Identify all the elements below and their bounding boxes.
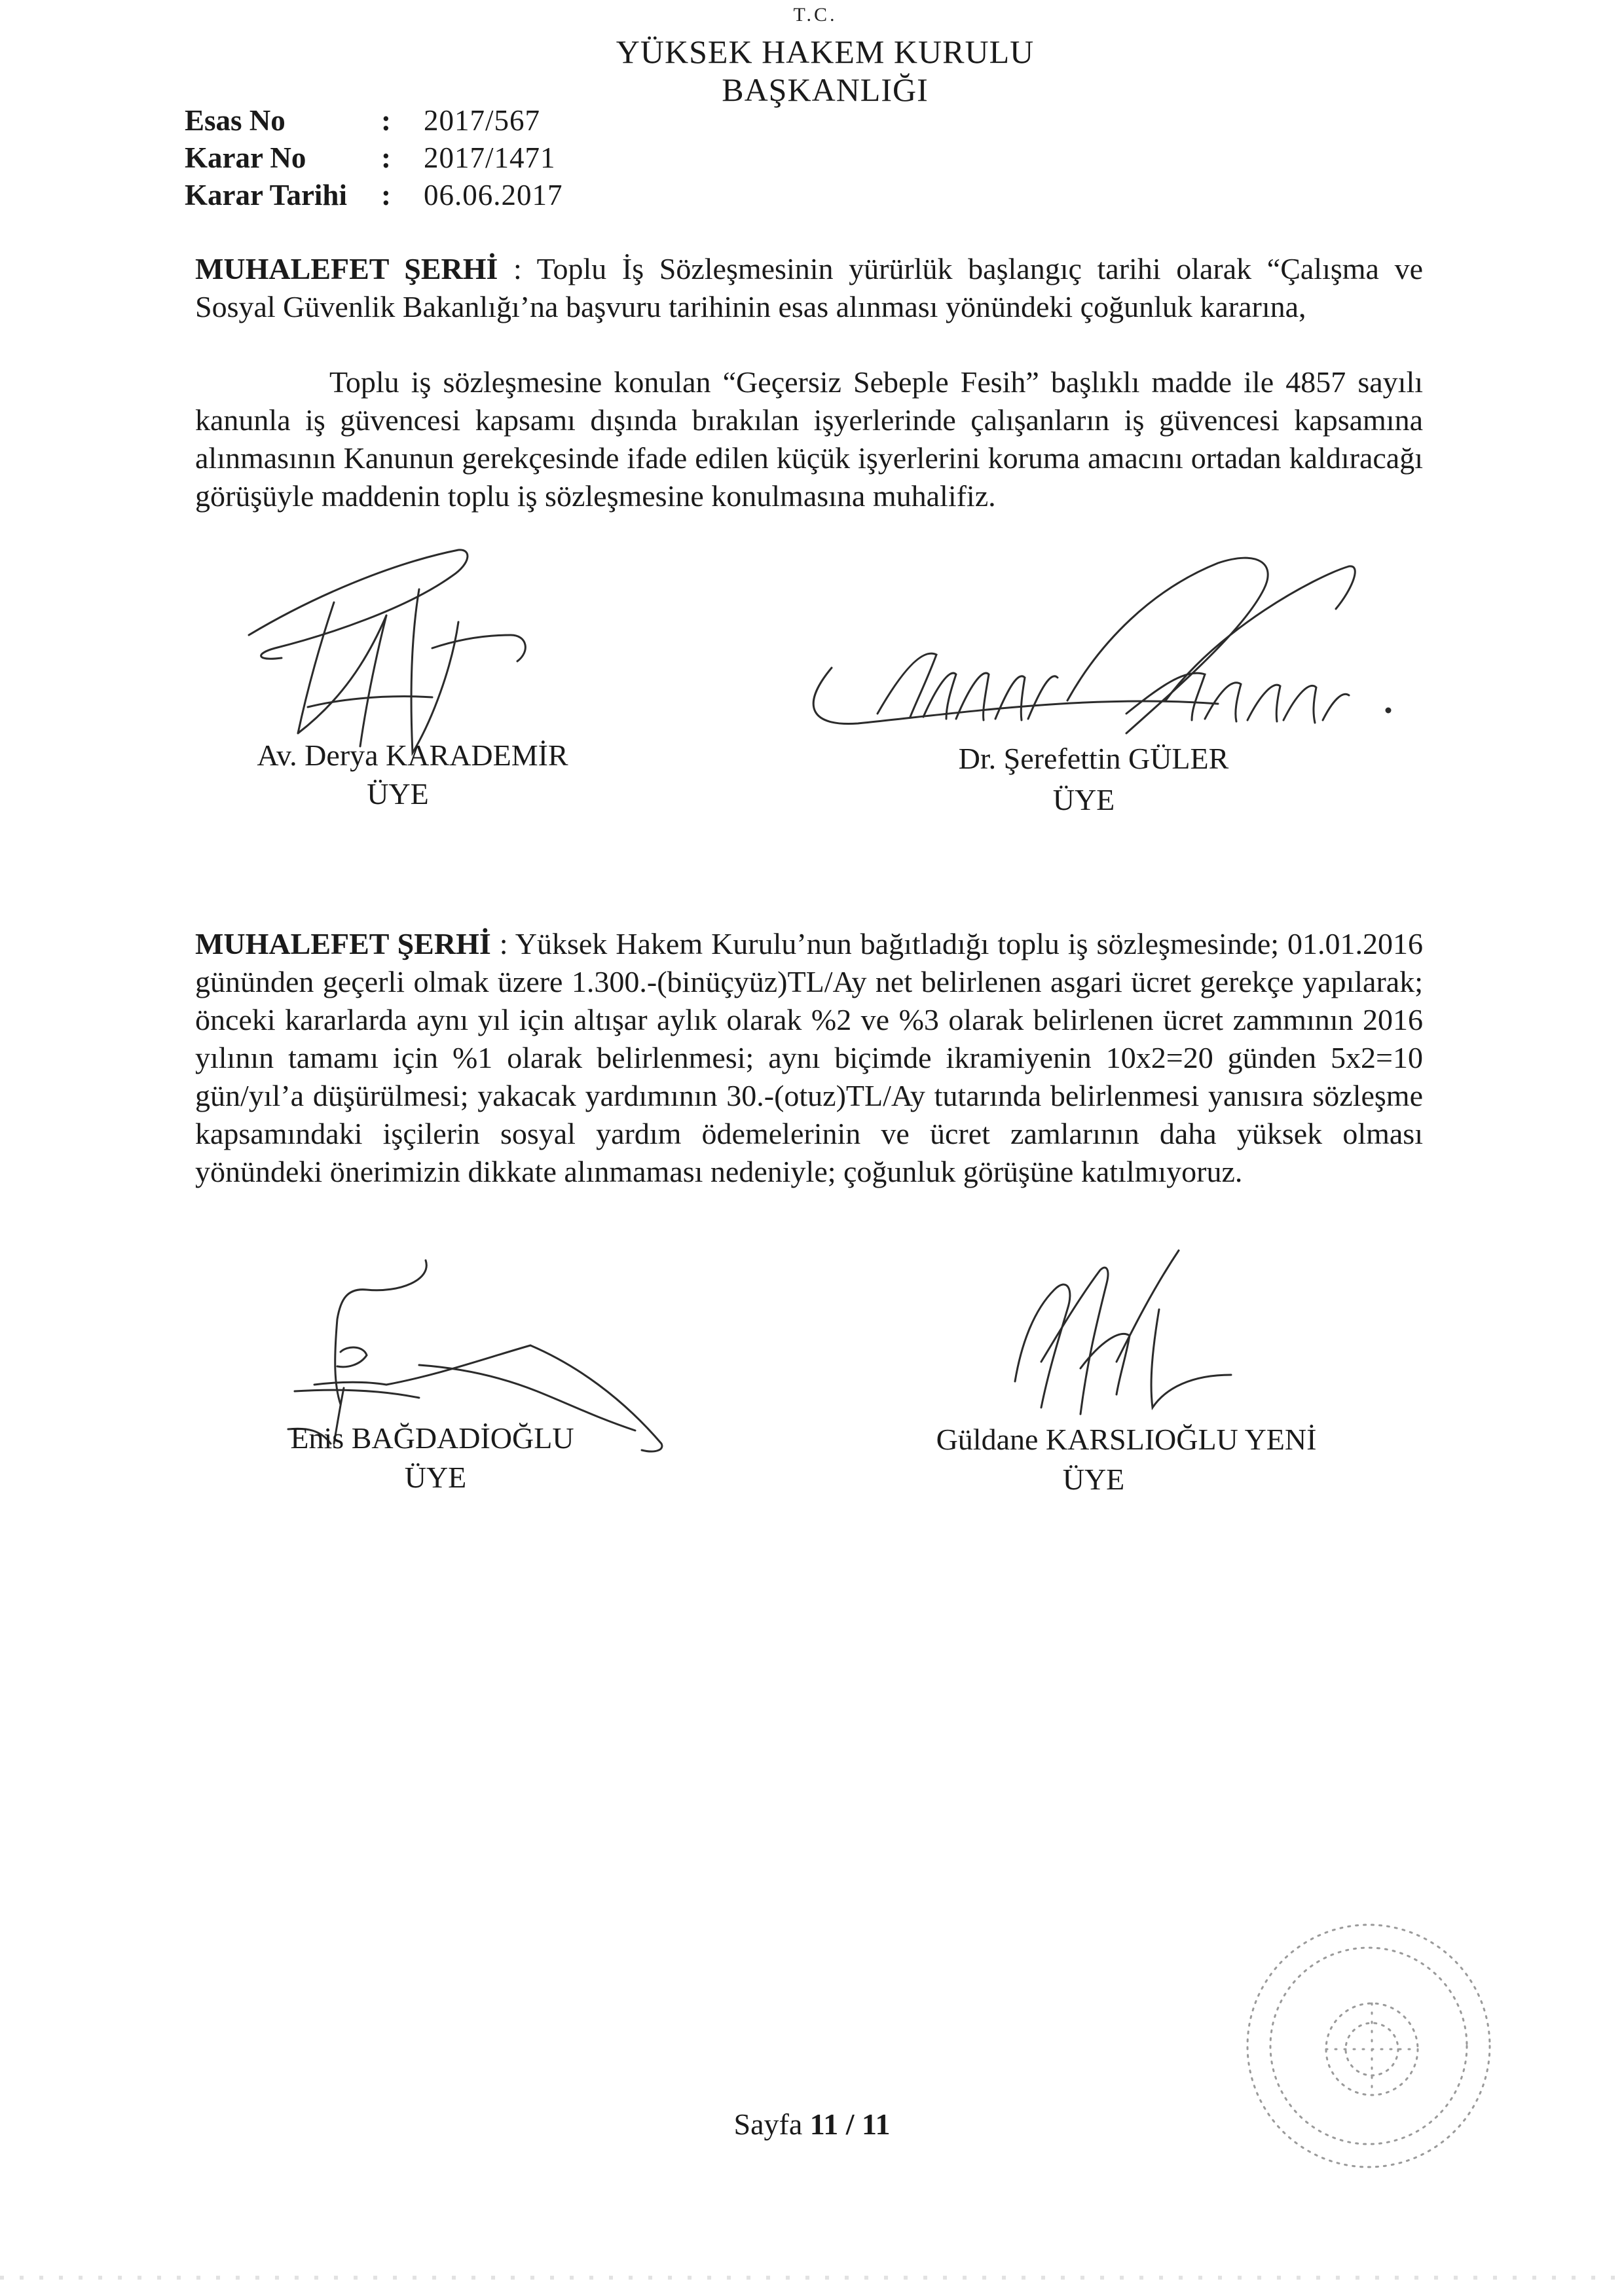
page-number bbox=[688, 2107, 936, 2141]
dissent-1-paragraph-2: Toplu iş sözleşmesine konulan “Geçersiz Sebeple Fesih” başlıklı madde ile 4857 sayılı kanunla iş güvencesi kapsamı dışında bırakılan işyerlerinde çalışanların iş güvencesi kapsamına alınmasının Kanunun gerekçesinde ifade edilen küçük işyerlerini koruma amacını ortadan kaldıracağı görüşüyle maddenin toplu iş sözleşmesine konulmasına muhalifiz. bbox=[195, 365, 1423, 513]
signatory-name: Av. Derya KARADEMİR bbox=[257, 738, 568, 772]
meta-label: Esas No bbox=[185, 104, 286, 137]
signatory-name: Dr. Şerefettin GÜLER bbox=[958, 742, 1229, 775]
meta-separator: : bbox=[381, 141, 391, 174]
signatory-role: ÜYE bbox=[404, 1461, 467, 1494]
tc-mark: T.C. bbox=[793, 4, 838, 26]
dissent-2 bbox=[195, 925, 1423, 1191]
page-prefix: Sayfa bbox=[733, 2107, 810, 2141]
case-meta bbox=[185, 102, 563, 214]
dissent-heading: MUHALEFET ŞERHİ bbox=[195, 927, 491, 960]
institution-subtitle: BAŞKANLIĞI bbox=[722, 71, 929, 108]
signatory-name: Güldane KARSLIOĞLU YENİ bbox=[936, 1423, 1317, 1456]
signatory-role: ÜYE bbox=[1062, 1463, 1125, 1496]
page-count: 11 / 11 bbox=[809, 2107, 891, 2141]
signature-serefettin-icon bbox=[760, 537, 1447, 773]
dissent-text: : Toplu İş Sözleşmesinin yürürlük başlangıç tarihi olarak “Çalışma ve Sosyal Güvenlik Bakanlığı’na başvuru tarihinin esas alınması yönündeki çoğunluk kararına, bbox=[195, 252, 1423, 323]
official-seal-icon bbox=[1225, 1912, 1513, 2187]
meta-separator: : bbox=[381, 179, 391, 211]
signatory-role: ÜYE bbox=[367, 777, 429, 811]
dissent-1 bbox=[195, 250, 1423, 326]
meta-row-karar-tarihi bbox=[185, 177, 563, 214]
meta-row-karar-no bbox=[185, 139, 563, 177]
meta-label: Karar Tarihi bbox=[185, 179, 347, 211]
signature-derya-icon bbox=[236, 537, 602, 773]
meta-row-esas bbox=[185, 102, 563, 139]
institution-name: YÜKSEK HAKEM KURULU bbox=[616, 33, 1035, 70]
dissent-text: : Yüksek Hakem Kurulu’nun bağıtladığı toplu iş sözleşmesinde; 01.01.2016 gününden geçerli olmak üzere 1.300.-(binüçyüz)TL/Ay net belirlenen asgari ücret gerekçe yapılarak; önceki kararlarda aynı yıl için altışar aylık olarak %2 ve %3 olarak belirlenen ücret zammının 2016 yılının tamamı için %1 olarak belirlenmesi; aynı biçimde ikramiyenin 10x2=20 günden 5x2=10 gün/yıl’a düşürülmesi; yakacak yardımının 30.-(otuz)TL/Ay tutarında belirlenmesi yanısıra sözleşme kapsamındaki işçilerin sosyal yardım ödemelerinin ve ücret zamlarının daha yüksek olması yönündeki önerimizin dikkate alınmaması nedeniyle; çoğunluk görüşüne katılmıyoruz. bbox=[195, 927, 1423, 1188]
signatory-role: ÜYE bbox=[1052, 783, 1115, 816]
meta-value: 06.06.2017 bbox=[424, 179, 563, 211]
signature-guldane-icon bbox=[995, 1231, 1283, 1440]
dissent-heading: MUHALEFET ŞERHİ bbox=[195, 252, 498, 285]
meta-separator: : bbox=[381, 104, 391, 137]
scan-edge-dots bbox=[0, 2276, 1624, 2280]
signatory-name: Enis BAĞDADİOĞLU bbox=[290, 1421, 574, 1455]
meta-label: Karar No bbox=[185, 141, 306, 174]
meta-value: 2017/567 bbox=[424, 104, 541, 137]
meta-value: 2017/1471 bbox=[424, 141, 556, 174]
